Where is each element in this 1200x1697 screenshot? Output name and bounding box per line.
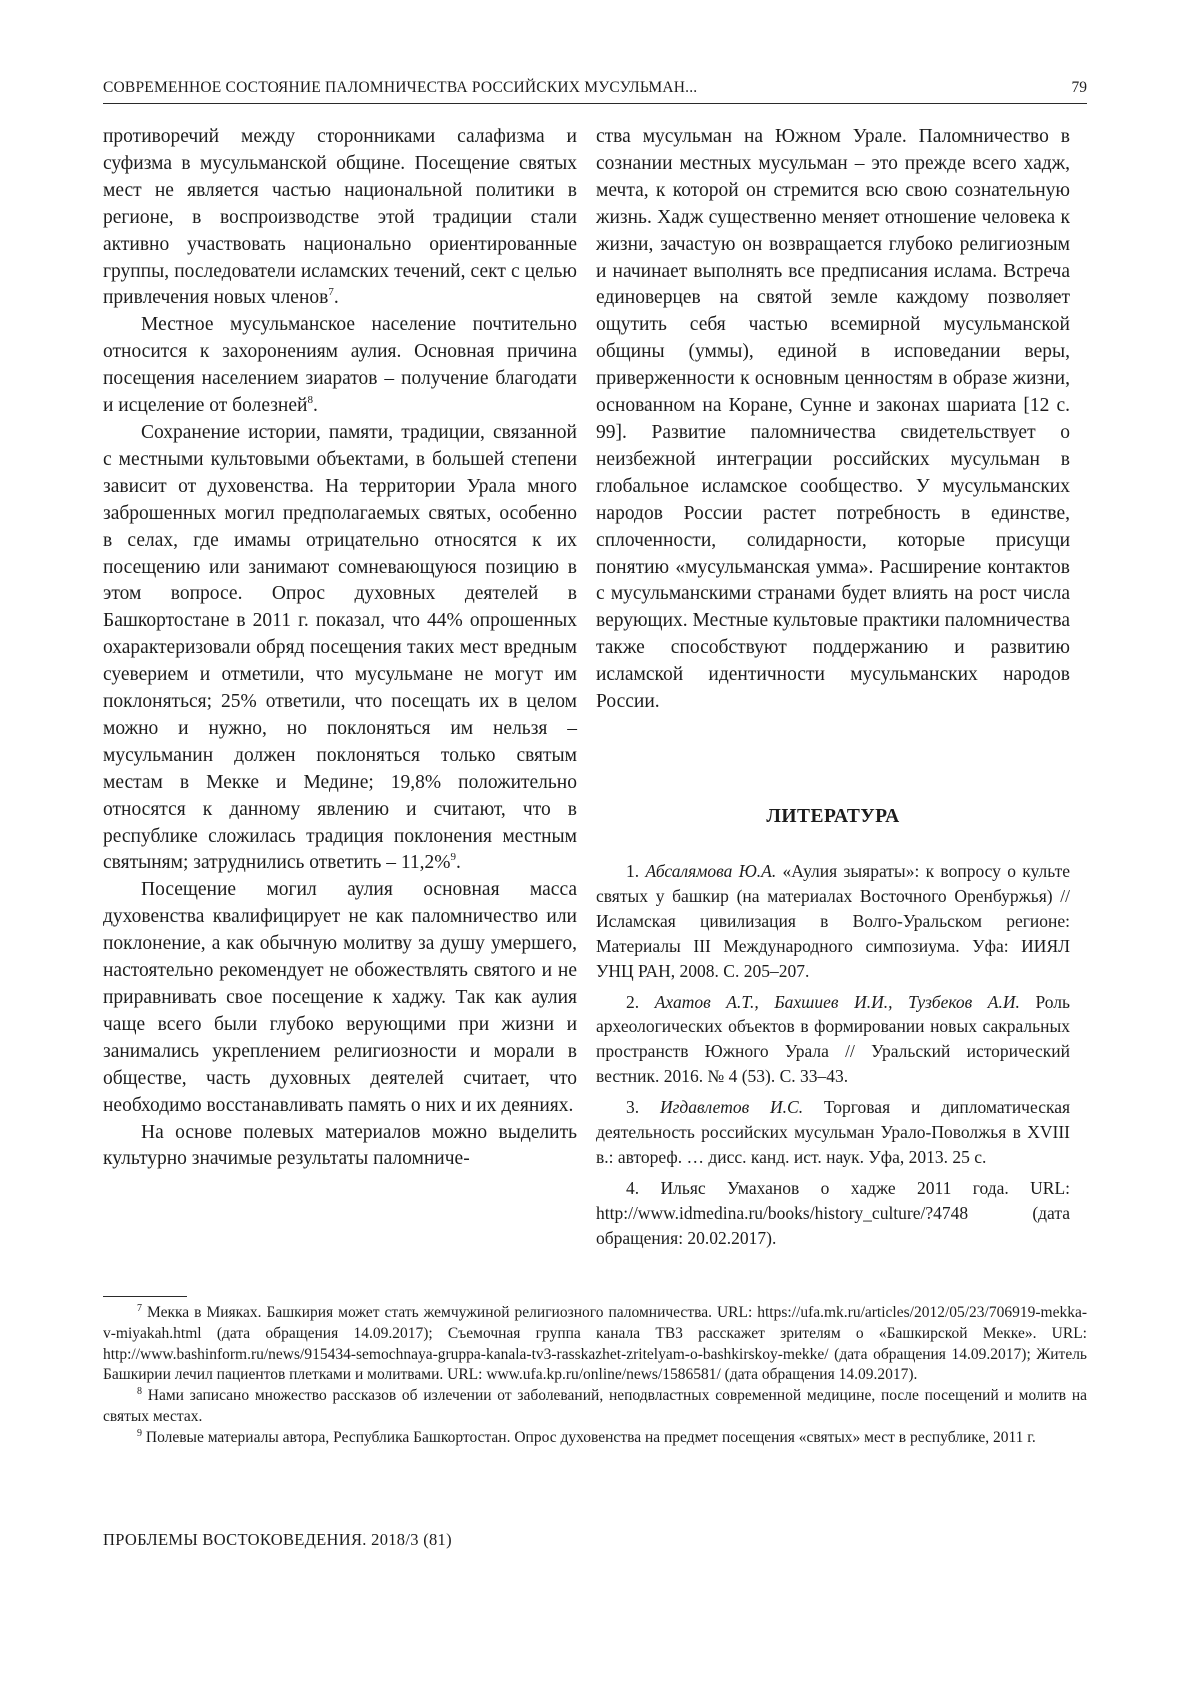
footnote-9 (103, 1428, 1087, 1449)
paragraph-text: Местное мусульманское население почтительно относится к захоронениям аулия. Основная причина посещения населением зиаратов – получение благодати и исцеление от болезней (103, 314, 577, 417)
left-paragraph-4 (103, 877, 577, 1119)
footnote-7 (103, 1303, 1087, 1386)
footnote-8 (103, 1386, 1087, 1428)
running-header-title: СОВРЕМЕННОЕ СОСТОЯНИЕ ПАЛОМНИЧЕСТВА РОССИЙСКИХ МУСУЛЬМАН... (103, 79, 698, 96)
references-list (596, 859, 1070, 1257)
footnote-ref-9: 9 (450, 851, 457, 864)
paragraph-punct: . (312, 395, 318, 417)
footnote-rule (103, 1296, 187, 1297)
paragraph-text: противоречий между сторонниками салафизма и суфизма в мусульманской общине. Посещение святых мест не является частью национальной политики в регионе, в воспроизводстве этой традиции стали активно участвовать национально ориентированные группы, последователи исламских течений, сект с целью привлечения новых членов (103, 126, 577, 309)
reference-text: Торговая и дипломатическая деятельность российских мусульман Урало-Поволжья в XVIII в.: автореф. … дисс. канд. ист. наук. Уфа, 2013. 25 с. (596, 1097, 1071, 1167)
page-number: 79 (1071, 79, 1087, 96)
reference-text: Ильяс Умаханов о хадже 2011 года. URL: http://www.idmedina.ru/books/history_culture/?4748 (дата обращения: 20.02.2017). (596, 1177, 1071, 1248)
reference-text: «Аулия зыяраты»: к вопросу о культе святых у башкир (на материалах Восточного Оренбуржья) // Исламская цивилизация в Волго-Уральском регионе: Материалы III Международного симпозиума. Уфа: ИИЯЛ УНЦ РАН, 2008. С. 205–207. (596, 861, 1070, 981)
reference-text: Роль археологических объектов в формировании новых сакральных пространств Южного Урала // Уральский исторический вестник. 2016. № 4 (53). С. 33–43. (596, 991, 1071, 1087)
reference-number: 4. (626, 1177, 661, 1198)
left-paragraph-1: противоречий между сторонниками салафизма и суфизма в мусульманской общине. Посещение святых мест не является частью национальной политики в регионе, в воспроизводстве этой традиции стали активно участвовать национально ориентированные группы, последователи исламских течений, сект с целью привлечения новых членов$^7$. (103, 126, 577, 309)
right-column (596, 124, 1070, 716)
reference-item (596, 1095, 1070, 1170)
footnote-mark: 7 (137, 1303, 142, 1314)
reference-item (596, 859, 1070, 984)
reference-authors: Ахатов А.Т., Бахшиев И.И., Тузбеков А.И. (654, 991, 1020, 1012)
reference-number: 3. (626, 1097, 660, 1118)
footnote-text: Нами записано множество рассказов об излечении от заболеваний, неподвластных современной медицине, после посещений и молитв на святых местах. (103, 1387, 1087, 1425)
footnote-ref-8: 8 (307, 394, 313, 407)
reference-item (596, 1176, 1070, 1251)
left-column (103, 124, 577, 1173)
footnote-ref-7: 7 (328, 286, 334, 299)
footnote-text: Полевые материалы автора, Республика Башкортостан. Опрос духовенства на предмет посещения «святых» мест в республике, 2011 г. (142, 1428, 1036, 1446)
paragraph-text: Сохранение истории, памяти, традиции, связанной с местными культовыми объектами, в большей степени зависит от духовенства. На территории Урала много заброшенных могил предполагаемых святых, особенно в селах, где имамы отрицательно относятся к их посещению или занимают сомневающуюся позицию в этом вопросе. Опрос духовных деятелей в Башкортостане в 2011 г. показал, что 44% опрошенных охарактеризовали обряд посещения таких мест вредным суеверием и отметили, что мусульмане не могут им поклоняться; 25% ответили, что посещать их в целом можно и нужно, но поклоняться им нельзя – мусульманин должен поклоняться только святым местам в Мекке и Медине; 19,8% положительно относятся к данному явлению и считают, что в республике сложилась традиция поклонения местным святыням; затруднились ответить – 11,2% (103, 421, 577, 874)
reference-authors: Игдавлетов И.С. (659, 1097, 804, 1118)
footnote-mark: 9 (137, 1427, 142, 1439)
left-paragraph-5 (103, 1120, 577, 1174)
journal-footer: ПРОБЛЕМЫ ВОСТОКОВЕДЕНИЯ. 2018/3 (81) (103, 1530, 452, 1549)
left-paragraph-3 (103, 420, 577, 877)
right-paragraph-1: ства мусульман на Южном Урале. Паломничество в сознании местных мусульман – это прежде всего хадж, мечта, к которой он стремится всю свою сознательную жизнь. Хадж существенно меняет отношение человека к жизни, зачастую он возвращается глубоко религиозным и начинает выполнять все предписания ислама. Встреча единоверцев на святой земле каждому позволяет ощутить себя частью всемирной мусульманской общины (уммы), единой в исповедании веры, приверженности к основным ценностям в образе жизни, основанном на Коране, Сунне и законах шариата [12 с. 99]. Развитие паломничества свидетельствует о неизбежной интеграции российских мусульман в глобальное исламское сообщество. У мусульманских народов России растет потребность в единстве, сплоченности, солидарности, которые присущи понятию «мусульманская умма». Расширение контактов с мусульманскими странами будет влиять на рост числа верующих. Местные культовые практики паломничества также способствуют поддержанию и развитию исламской идентичности мусульманских народов России. (596, 126, 1070, 713)
footnotes (103, 1303, 1087, 1449)
paragraph-text: Посещение могил аулия основная масса духовенства квалифицирует не как паломничество или поклонение, а как обычную молитву за душу умершего, настоятельно рекомендует не обожествлять святого и не приравнивать свое посещение к хаджу. Так как аулия чаще всего были глубоко верующими при жизни и занимались укреплением религиозности и морали в обществе, часть духовных деятелей считает, что необходимо восстанавливать память о них и их деяниях. (103, 879, 577, 1116)
reference-number: 2. (626, 991, 655, 1012)
reference-number: 1. (626, 861, 646, 881)
paragraph-text: На основе полевых материалов можно выделить культурно значимые результаты паломниче- (103, 1121, 577, 1170)
footnote-mark: 8 (137, 1386, 142, 1398)
left-paragraph-2 (103, 312, 577, 420)
footnote-text: Мекка в Мияках. Башкирия может стать жемчужиной религиозного паломничества. URL: https://ufa.mk.ru/articles/2012/05/23/706919-mekka-v-miyakah.html (дата обращения 14.09.2017); Съемочная группа канала ТВ3 расскажет зрителям о «Башкирской Мекке». URL: http://www.bashinform.ru/news/915434-semochnaya-gruppa-kanala-tv3-rasskazhet-zritelyam-o-bashkirskoy-mekke/ (дата обращения 14.09.2017); Житель Башкирии лечил пациентов плетками и молитвами. URL: www.ufa.kp.ru/online/news/1586581/ (дата обращения 14.09.2017). (103, 1304, 1087, 1384)
header-rule (103, 103, 1087, 104)
reference-authors: Абсалямова Ю.А. (645, 861, 777, 881)
paragraph-punct: . (456, 852, 461, 874)
reference-item (596, 990, 1070, 1090)
references-heading: ЛИТЕРАТУРА (766, 806, 900, 827)
